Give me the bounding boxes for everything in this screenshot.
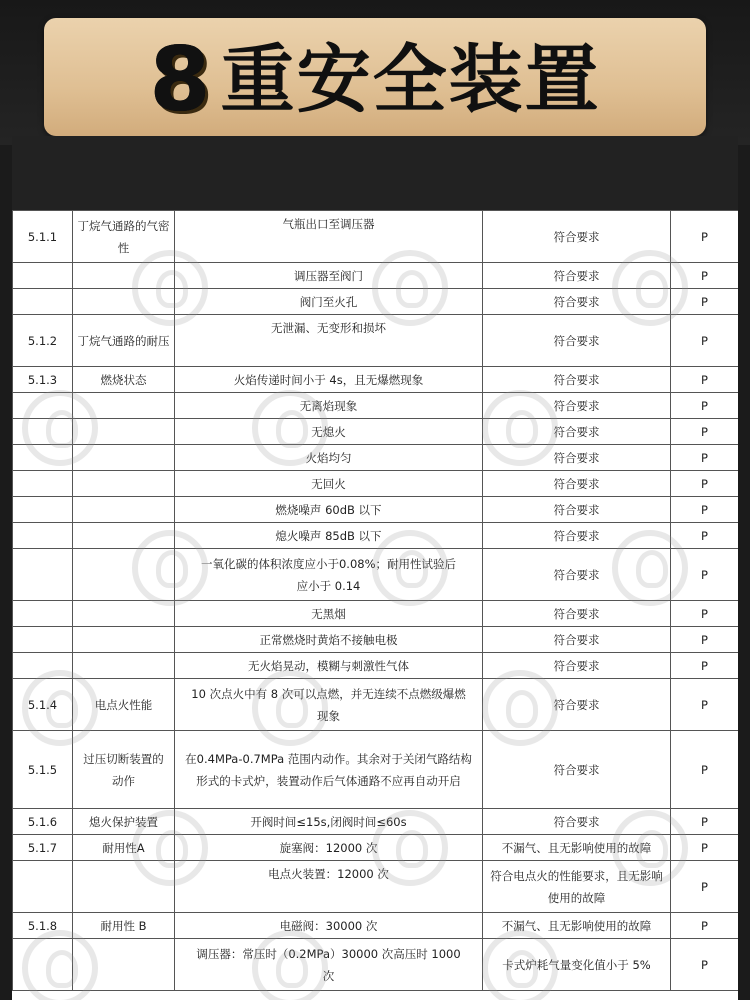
requirement-cell: 在0.4MPa-0.7MPa 范围内动作。其余对于关闭气路结构形式的卡式炉，装置动作后气体通路不应再自动开启: [175, 731, 483, 809]
item-cell: [73, 471, 175, 497]
table-row: [13, 835, 739, 861]
verdict-cell: P: [671, 861, 739, 913]
result-cell: 符合要求: [483, 523, 671, 549]
table-row: [13, 263, 739, 289]
requirement-cell: 电磁阀：30000 次: [175, 913, 483, 939]
verdict-cell: P: [671, 913, 739, 939]
item-cell: [73, 393, 175, 419]
table-row: [13, 523, 739, 549]
clause-cell: [13, 939, 73, 991]
requirement-cell: 无熄火: [175, 419, 483, 445]
clause-cell: [13, 627, 73, 653]
requirement-cell: 调压器：常压时（0.2MPa）30000 次高压时 1000 次: [175, 939, 483, 991]
results-grid: [12, 210, 738, 991]
item-cell: [73, 601, 175, 627]
table-row: [13, 471, 739, 497]
table-row: [13, 445, 739, 471]
clause-cell: [13, 393, 73, 419]
requirement-cell: 旋塞阀：12000 次: [175, 835, 483, 861]
clause-cell: [13, 445, 73, 471]
item-cell: 熄火保护装置: [73, 809, 175, 835]
item-cell: 过压切断装置的动作: [73, 731, 175, 809]
clause-cell: 5.1.3: [13, 367, 73, 393]
title-text: 重安全装置: [220, 37, 601, 123]
verdict-cell: P: [671, 601, 739, 627]
requirement-cell: 10 次点火中有 8 次可以点燃，并无连续不点燃级爆燃现象: [175, 679, 483, 731]
table-row: [13, 211, 739, 263]
verdict-cell: P: [671, 393, 739, 419]
title-number: 8: [149, 28, 211, 131]
item-cell: 燃烧状态: [73, 367, 175, 393]
verdict-cell: P: [671, 549, 739, 601]
verdict-cell: P: [671, 289, 739, 315]
result-cell: 符合要求: [483, 263, 671, 289]
item-cell: [73, 497, 175, 523]
result-cell: 不漏气、且无影响使用的故障: [483, 913, 671, 939]
result-cell: 符合要求: [483, 367, 671, 393]
result-cell: 符合电点火的性能要求，且无影响使用的故障: [483, 861, 671, 913]
item-cell: [73, 549, 175, 601]
clause-cell: [13, 653, 73, 679]
item-cell: [73, 627, 175, 653]
requirement-cell: 电点火装置：12000 次: [175, 861, 483, 913]
clause-cell: 5.1.7: [13, 835, 73, 861]
clause-cell: 5.1.5: [13, 731, 73, 809]
verdict-cell: P: [671, 835, 739, 861]
verdict-cell: P: [671, 627, 739, 653]
result-cell: 符合要求: [483, 419, 671, 445]
verdict-cell: P: [671, 471, 739, 497]
item-cell: 丁烷气通路的气密性: [73, 211, 175, 263]
item-cell: [73, 861, 175, 913]
clause-cell: [13, 861, 73, 913]
item-cell: 耐用性 B: [73, 913, 175, 939]
clause-cell: 5.1.1: [13, 211, 73, 263]
requirement-cell: 无火焰晃动，模糊与刺激性气体: [175, 653, 483, 679]
verdict-cell: P: [671, 315, 739, 367]
requirement-cell: 火焰均匀: [175, 445, 483, 471]
table-row: [13, 497, 739, 523]
result-cell: 符合要求: [483, 601, 671, 627]
verdict-cell: P: [671, 939, 739, 991]
verdict-cell: P: [671, 679, 739, 731]
clause-cell: 5.1.6: [13, 809, 73, 835]
item-cell: [73, 445, 175, 471]
result-cell: 符合要求: [483, 679, 671, 731]
requirement-cell: 无回火: [175, 471, 483, 497]
table-row: [13, 289, 739, 315]
table-row: [13, 653, 739, 679]
test-results-table: [12, 210, 738, 1000]
item-cell: [73, 289, 175, 315]
verdict-cell: P: [671, 523, 739, 549]
item-cell: [73, 263, 175, 289]
title-banner: [44, 18, 706, 136]
item-cell: [73, 939, 175, 991]
result-cell: 符合要求: [483, 289, 671, 315]
table-row: [13, 315, 739, 367]
result-cell: 符合要求: [483, 445, 671, 471]
clause-cell: [13, 601, 73, 627]
verdict-cell: P: [671, 419, 739, 445]
item-cell: [73, 419, 175, 445]
verdict-cell: P: [671, 367, 739, 393]
result-cell: 符合要求: [483, 315, 671, 367]
clause-cell: 5.1.8: [13, 913, 73, 939]
table-row: [13, 861, 739, 913]
clause-cell: 5.1.2: [13, 315, 73, 367]
clause-cell: [13, 289, 73, 315]
table-row: [13, 393, 739, 419]
clause-cell: [13, 549, 73, 601]
clause-cell: [13, 497, 73, 523]
verdict-cell: P: [671, 653, 739, 679]
table-row: [13, 549, 739, 601]
clause-cell: 5.1.4: [13, 679, 73, 731]
result-cell: 符合要求: [483, 393, 671, 419]
verdict-cell: P: [671, 809, 739, 835]
item-cell: [73, 523, 175, 549]
table-row: [13, 913, 739, 939]
result-cell: 符合要求: [483, 497, 671, 523]
result-cell: 符合要求: [483, 809, 671, 835]
requirement-cell: 调压器至阀门: [175, 263, 483, 289]
table-row: [13, 419, 739, 445]
clause-cell: [13, 523, 73, 549]
requirement-cell: 阀门至火孔: [175, 289, 483, 315]
requirement-cell: 燃烧噪声 60dB 以下: [175, 497, 483, 523]
clause-cell: [13, 419, 73, 445]
table-row: [13, 367, 739, 393]
result-cell: 不漏气、且无影响使用的故障: [483, 835, 671, 861]
table-row: [13, 939, 739, 991]
table-row: [13, 627, 739, 653]
requirement-cell: 无黑烟: [175, 601, 483, 627]
result-cell: 符合要求: [483, 211, 671, 263]
item-cell: 耐用性A: [73, 835, 175, 861]
item-cell: 丁烷气通路的耐压: [73, 315, 175, 367]
result-cell: 符合要求: [483, 627, 671, 653]
verdict-cell: P: [671, 263, 739, 289]
page-title: [44, 28, 706, 131]
requirement-cell: 开阀时间≤15s,闭阀时间≤60s: [175, 809, 483, 835]
requirement-cell: 无离焰现象: [175, 393, 483, 419]
result-cell: 符合要求: [483, 731, 671, 809]
clause-cell: [13, 263, 73, 289]
verdict-cell: P: [671, 731, 739, 809]
requirement-cell: 火焰传递时间小于 4s，且无爆燃现象: [175, 367, 483, 393]
requirement-cell: 气瓶出口至调压器: [175, 211, 483, 263]
table-row: [13, 679, 739, 731]
verdict-cell: P: [671, 497, 739, 523]
table-row: [13, 601, 739, 627]
item-cell: 电点火性能: [73, 679, 175, 731]
result-cell: 卡式炉耗气量变化值小于 5%: [483, 939, 671, 991]
requirement-cell: 正常燃烧时黄焰不接触电极: [175, 627, 483, 653]
verdict-cell: P: [671, 445, 739, 471]
requirement-cell: 无泄漏、无变形和损坏: [175, 315, 483, 367]
item-cell: [73, 653, 175, 679]
table-top-strip: [12, 136, 738, 210]
requirement-cell: 一氧化碳的体积浓度应小于0.08%；耐用性试验后应小于 0.14: [175, 549, 483, 601]
requirement-cell: 熄火噪声 85dB 以下: [175, 523, 483, 549]
result-cell: 符合要求: [483, 549, 671, 601]
clause-cell: [13, 471, 73, 497]
result-cell: 符合要求: [483, 653, 671, 679]
verdict-cell: P: [671, 211, 739, 263]
table-row: [13, 809, 739, 835]
result-cell: 符合要求: [483, 471, 671, 497]
table-row: [13, 731, 739, 809]
